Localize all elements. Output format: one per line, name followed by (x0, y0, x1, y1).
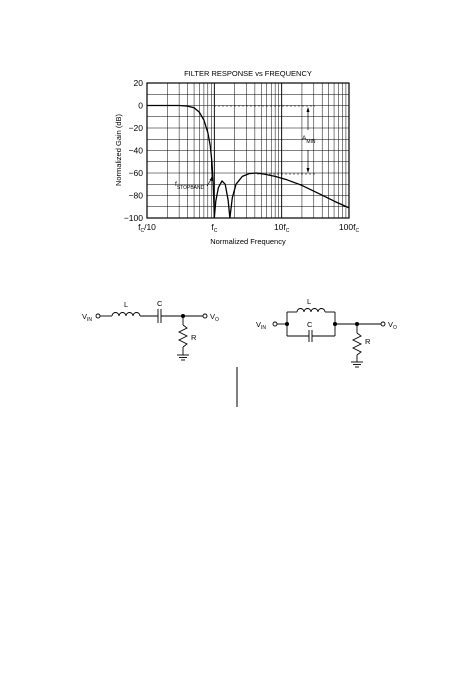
y-tick-labels (124, 78, 143, 223)
chart-title: FILTER RESPONSE vs FREQUENCY (184, 69, 312, 78)
resistor-icon (353, 333, 361, 355)
inductor-icon (112, 313, 140, 316)
capacitor-label-left: C (157, 299, 163, 308)
inductor-icon (297, 309, 325, 313)
y-tick-label: −20 (128, 123, 143, 133)
response-curve-segment (214, 181, 230, 218)
amin-label: $A_{MIN}$ (302, 135, 316, 145)
inductor-label-left: L (124, 300, 129, 309)
vo-label-right: $V_O$ (388, 320, 397, 331)
output-terminal-left (203, 314, 207, 318)
chart-grid (147, 83, 349, 218)
parallel-lc-circuit (256, 297, 397, 367)
resistor-label-right: R (365, 337, 371, 346)
y-tick-label: −100 (123, 213, 143, 223)
x-tick-label: $100f_C$ (338, 222, 360, 234)
amin-arrowhead-up (307, 107, 310, 112)
x-tick-labels (138, 222, 359, 234)
y-tick-label: −80 (128, 190, 143, 201)
filter-response-chart (114, 69, 359, 246)
resistor-label-left: R (191, 333, 197, 342)
y-tick-label: −60 (128, 168, 143, 178)
x-tick-label: $f_C/10$ (138, 222, 156, 234)
y-tick-label: 0 (138, 100, 143, 111)
amin-annotation (214, 106, 316, 174)
y-tick-label: 20 (133, 78, 143, 88)
series-lc-circuit (82, 299, 219, 360)
vin-label-right: $V_{IN}$ (256, 320, 267, 331)
input-terminal-left (96, 314, 100, 318)
vo-label-left: $V_O$ (210, 312, 219, 323)
x-axis-label: Normalized Frequency (210, 237, 286, 246)
y-axis-label: Normalized Gain (dB) (114, 113, 123, 187)
amin-arrowhead-down (307, 168, 310, 173)
capacitor-label-right: C (307, 320, 313, 329)
resistor-icon (179, 325, 187, 347)
input-terminal-right (273, 322, 277, 326)
output-terminal-right (381, 322, 385, 326)
inductor-label-right: L (307, 297, 312, 306)
x-tick-label: $f_C$ (211, 222, 218, 234)
x-tick-label: $10f_C$ (273, 222, 290, 234)
y-tick-label: −40 (128, 145, 143, 156)
vin-label-left: $V_{IN}$ (82, 312, 93, 323)
fstopband-label: $f_{STOPBAND}$ (175, 181, 205, 191)
